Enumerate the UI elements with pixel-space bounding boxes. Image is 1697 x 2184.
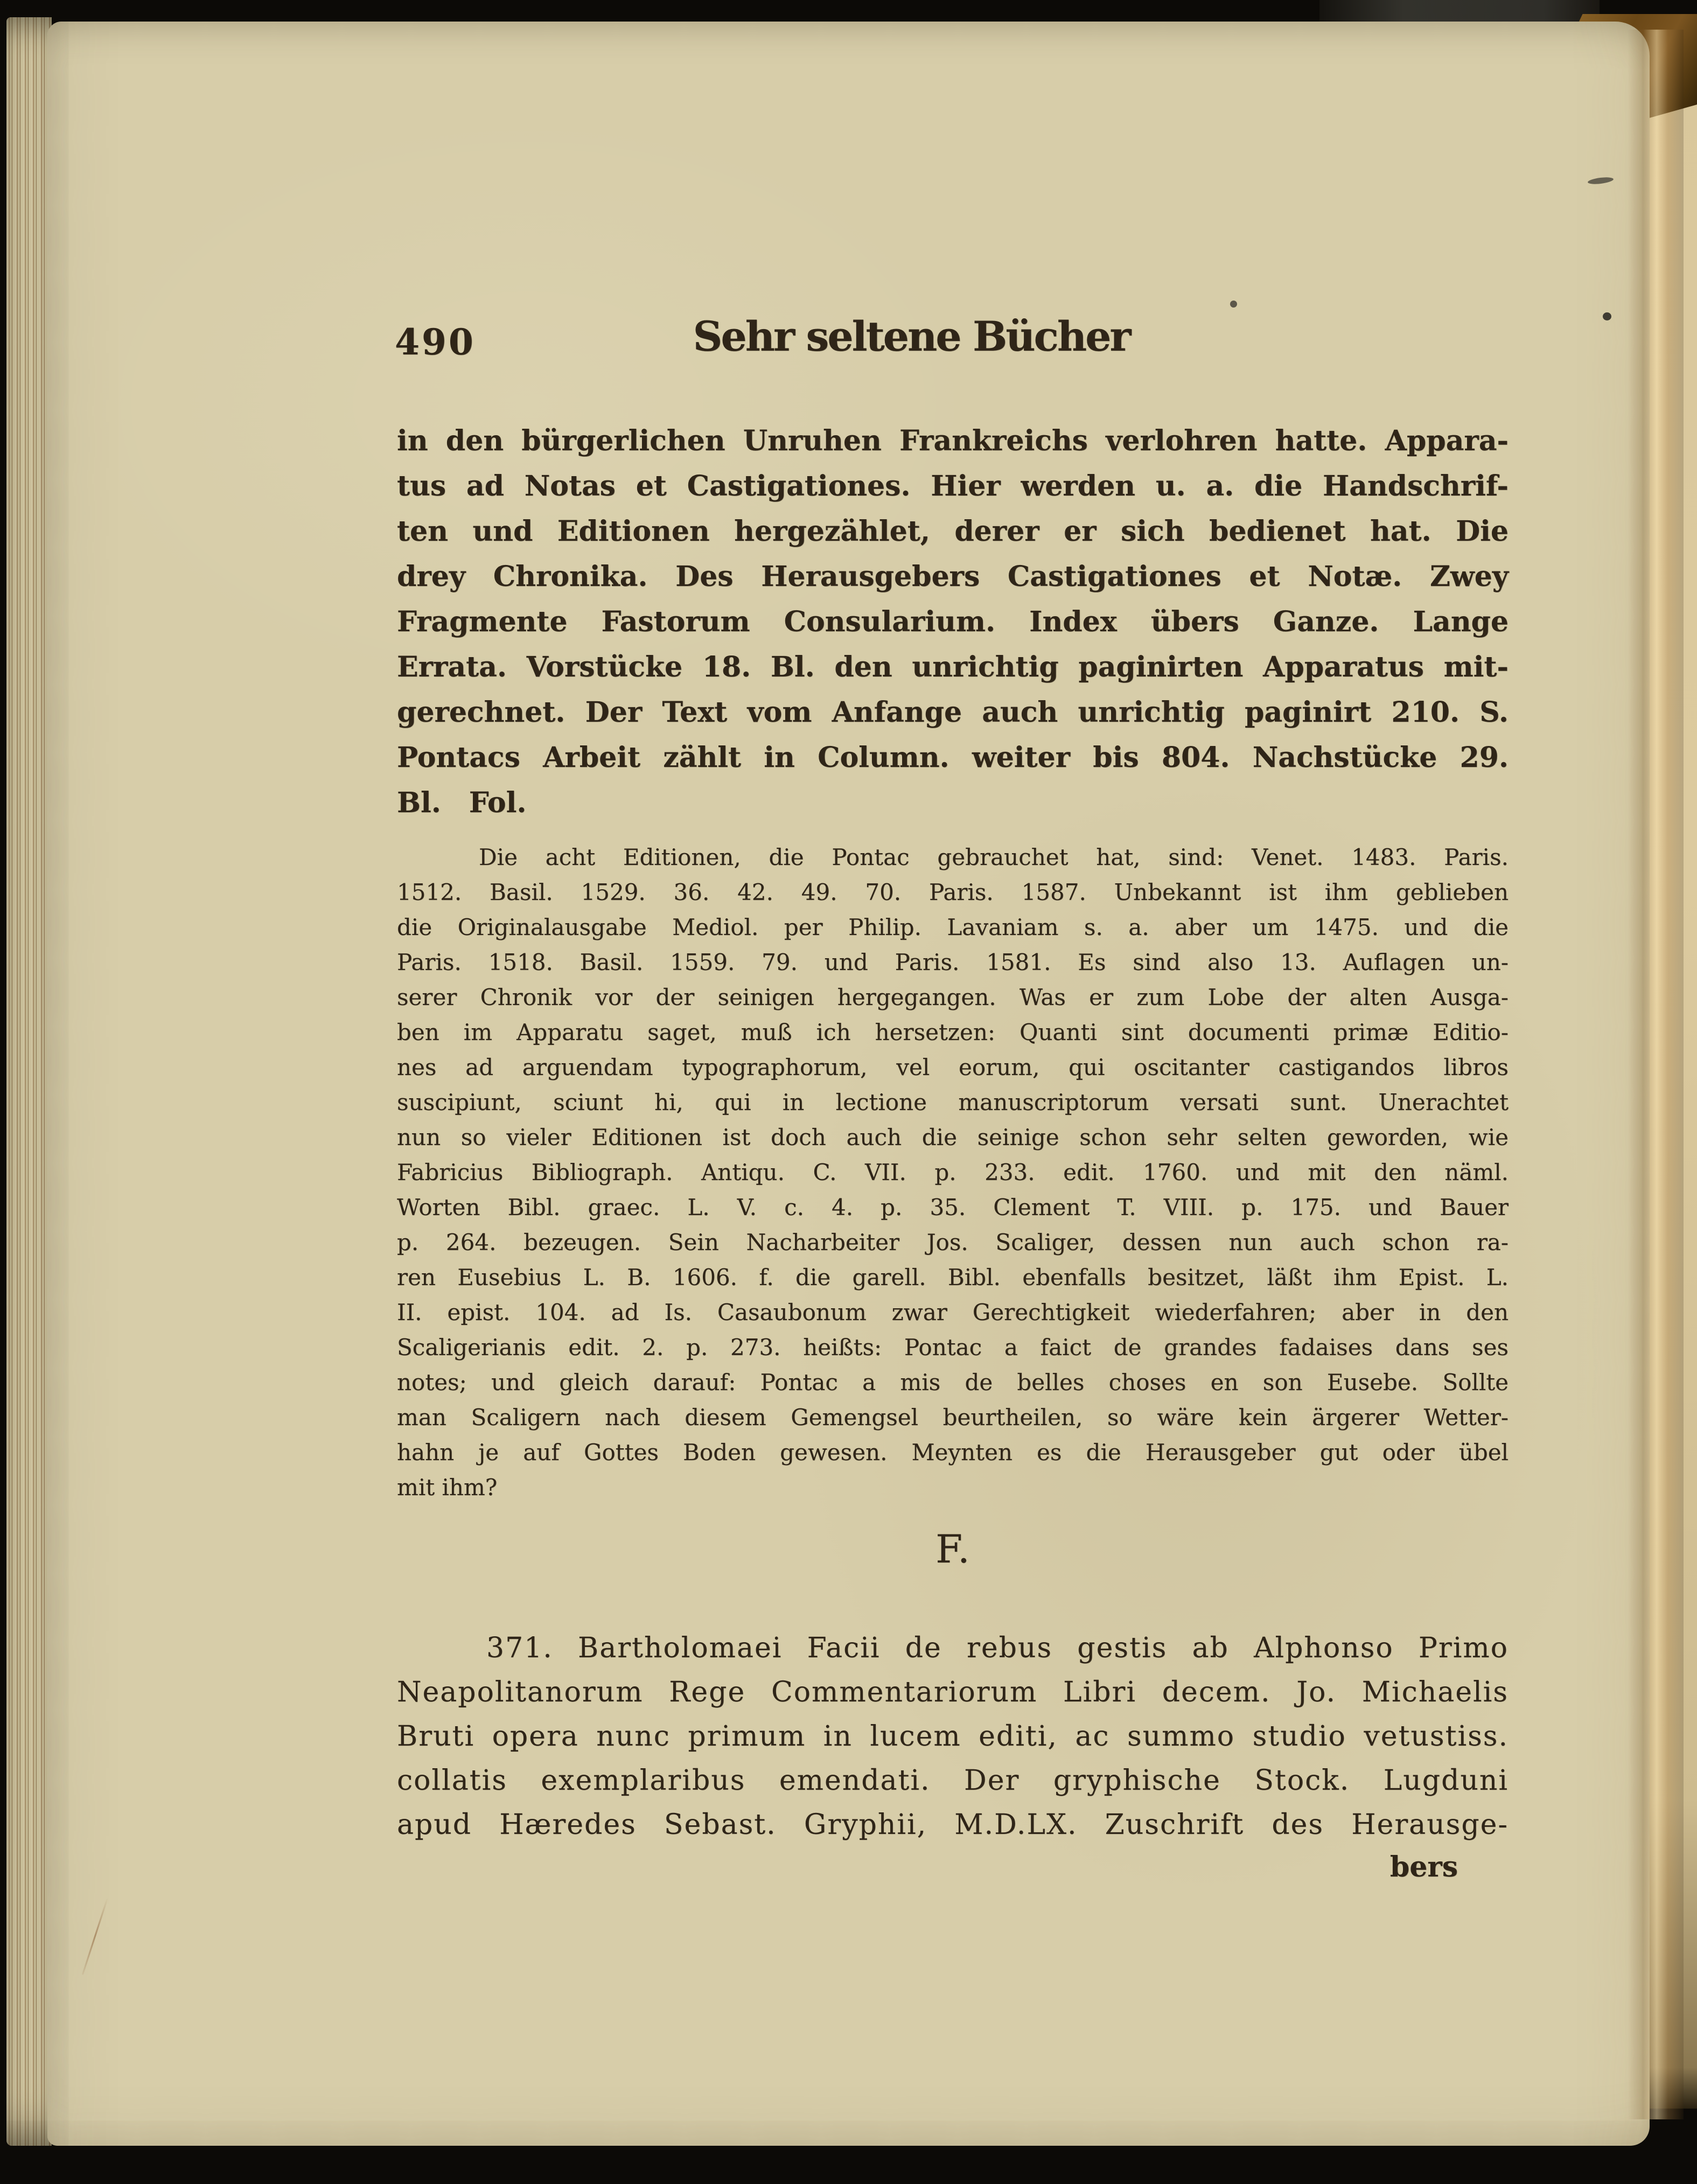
- paragraph-line: p. 264. bezeugen. Sein Nacharbeiter Jos. Scaliger, dessen nun auch schon ra-: [397, 1229, 1509, 1255]
- paragraph-line: Worten Bibl. graec. L. V. c. 4. p. 35. Clement T. VIII. p. 175. und Bauer: [397, 1194, 1509, 1220]
- paragraph-line: Bl. Fol.: [397, 786, 527, 819]
- paragraph-line: Pontacs Arbeit zählt in Column. weiter bis 804. Nachstücke 29.: [397, 741, 1509, 774]
- entry-line: Neapolitanorum Rege Commentariorum Libri decem. Jo. Michaelis: [397, 1676, 1509, 1708]
- ink-speck: [1230, 301, 1237, 308]
- paragraph-line: 1512. Basil. 1529. 36. 42. 49. 70. Paris. 1587. Unbekannt ist ihm geblieben: [397, 879, 1509, 905]
- paragraph-line: nes ad arguendam typographorum, vel eorum, qui oscitanter castigandos libros: [397, 1054, 1509, 1080]
- paragraph-line: Fragmente Fastorum Consularium. Index übers Ganze. Lange: [397, 605, 1509, 638]
- paragraph-line: ren Eusebius L. B. 1606. f. die garell. Bibl. ebenfalls besitzet, läßt ihm Epist. L.: [397, 1264, 1509, 1290]
- paragraph-line: serer Chronik vor der seinigen hergegangen. Was er zum Lobe der alten Ausga-: [397, 984, 1509, 1010]
- paragraph-line: drey Chronika. Des Herausgebers Castigationes et Notæ. Zwey: [397, 560, 1509, 593]
- paragraph-line: ben im Apparatu saget, muß ich hersetzen: Quanti sint documenti primæ Editio-: [397, 1019, 1509, 1045]
- paragraph-line: in den bürgerlichen Unruhen Frankreichs verlohren hatte. Appara-: [397, 424, 1509, 457]
- section-heading: F.: [935, 1526, 971, 1572]
- paragraph-line: suscipiunt, sciunt hi, qui in lectione manuscriptorum versati sunt. Unerachtet: [397, 1089, 1509, 1115]
- page-number: 490: [395, 321, 476, 363]
- ink-speck: [1603, 312, 1611, 320]
- paragraph-line: nun so vieler Editionen ist doch auch die seinige schon sehr selten geworden, wie: [397, 1124, 1509, 1150]
- entry-line: apud Hæredes Sebast. Gryphii, M.D.LX. Zuschrift des Herausge-: [397, 1809, 1509, 1841]
- paragraph-line: die Originalausgabe Mediol. per Philip. Lavaniam s. a. aber um 1475. und die: [397, 914, 1509, 940]
- paragraph-line: II. epist. 104. ad Is. Casaubonum zwar Gerechtigkeit wiederfahren; aber in den: [397, 1299, 1509, 1325]
- paragraph-line: ten und Editionen hergezählet, derer er sich bedienet hat. Die: [397, 515, 1509, 548]
- paragraph-line: Paris. 1518. Basil. 1559. 79. und Paris. 1581. Es sind also 13. Auflagen un-: [397, 949, 1509, 975]
- paragraph-line: man Scaligern nach diesem Gemengsel beurtheilen, so wäre kein ärgerer Wetter-: [397, 1404, 1509, 1431]
- paper-fiber: [82, 1897, 108, 1975]
- catchword: bers: [1389, 1851, 1458, 1883]
- running-header: Sehr seltene Bücher: [693, 312, 1130, 360]
- paragraph-line: tus ad Notas et Castigationes. Hier werden u. a. die Handschrif-: [397, 470, 1509, 503]
- paragraph-line: Die acht Editionen, die Pontac gebrauchet hat, sind: Venet. 1483. Paris.: [479, 844, 1509, 870]
- paragraph-line: hahn je auf Gottes Boden gewesen. Meynten es die Herausgeber gut oder übel: [397, 1439, 1509, 1466]
- paragraph-line: Fabricius Bibliograph. Antiqu. C. VII. p. 233. edit. 1760. und mit den näml.: [397, 1159, 1509, 1185]
- paragraph-line: Errata. Vorstücke 18. Bl. den unrichtig paginirten Apparatus mit-: [397, 651, 1509, 683]
- paragraph-line: notes; und gleich darauf: Pontac a mis de belles choses en son Eusebe. Sollte: [397, 1369, 1509, 1395]
- entry-line: 371. Bartholomaei Facii de rebus gestis ab Alphonso Primo: [486, 1632, 1509, 1664]
- entry-line: Bruti opera nunc primum in lucem editi, ac summo studio vetustiss.: [397, 1720, 1509, 1753]
- entry-line: collatis exemplaribus emendati. Der gryphische Stock. Lugduni: [397, 1764, 1509, 1797]
- paragraph-line: gerechnet. Der Text vom Anfange auch unrichtig paginirt 210. S.: [397, 696, 1509, 729]
- ink-smudge: [1588, 176, 1614, 185]
- paragraph-line: Scaligerianis edit. 2. p. 273. heißts: Pontac a faict de grandes fadaises dans ses: [397, 1334, 1509, 1360]
- paragraph-line: mit ihm?: [397, 1474, 498, 1501]
